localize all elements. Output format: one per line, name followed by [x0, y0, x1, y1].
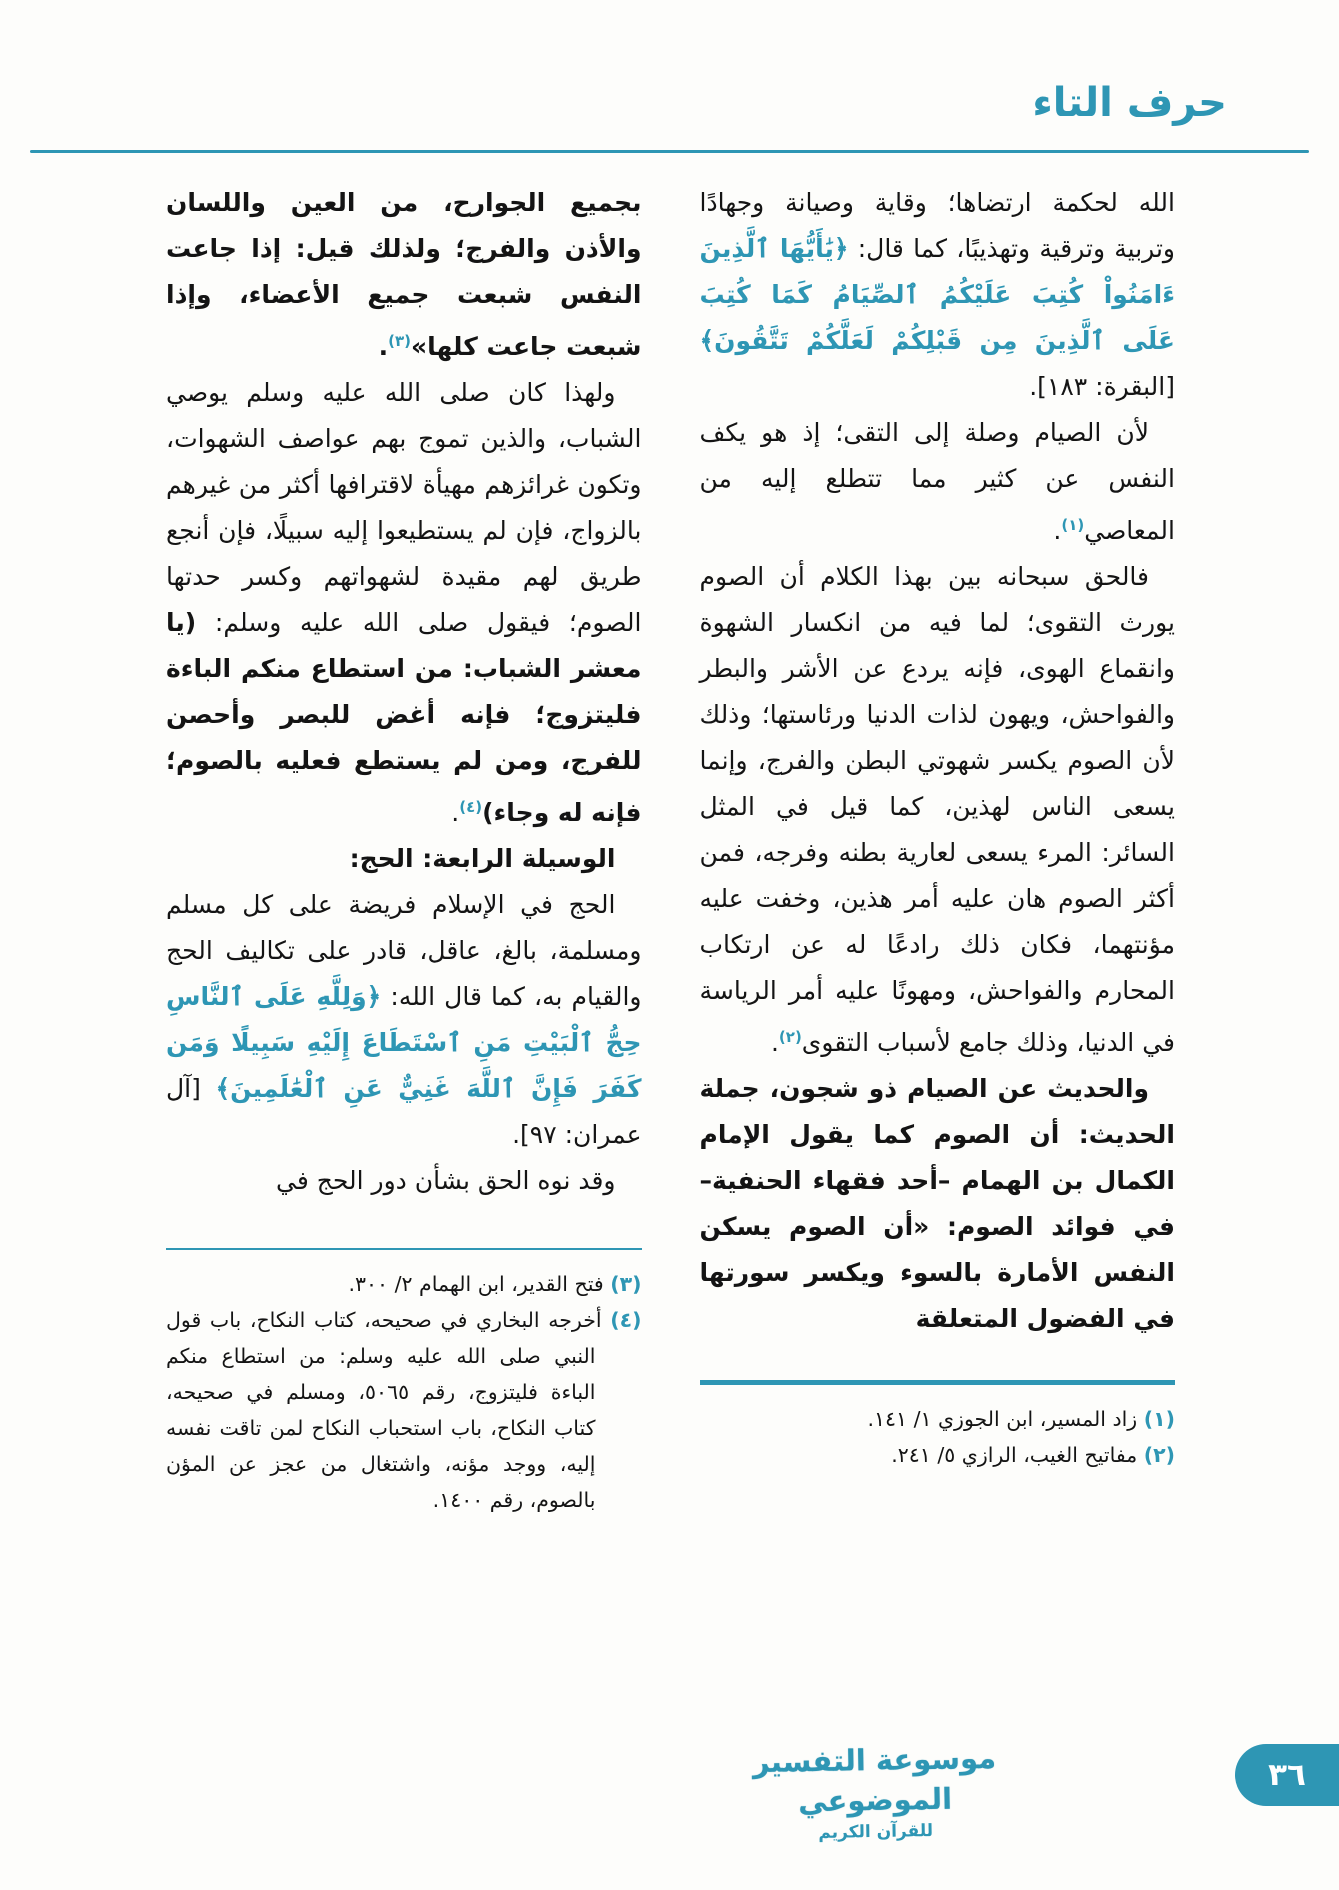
text-segment: ولهذا كان صلى الله عليه وسلم يوصي الشباب، والذين تموج بهم عواصف الشهوات، وتكون غرائزهم مهيأة لاقترافها أكثر من غيرهم بالزواج، فإن لم يستطيعوا إليه سبيلًا، فإن أنجع طريق لهم مقيدة لشهواتهم وكسر حدتها الصوم؛ فيقول صلى الله عليه وسلم:: [166, 378, 642, 637]
footnote: [700, 1401, 1176, 1437]
paragraph: [700, 1066, 1176, 1342]
text-segment: لأن الصيام وصلة إلى التقى؛ إذ هو يكف النفس عن كثير مما تتطلع إليه من المعاصي: [699, 418, 1175, 545]
page-content: [166, 180, 1175, 1518]
column-right-text: [700, 180, 1176, 1342]
text-segment: .: [378, 332, 389, 361]
paragraph: [700, 410, 1176, 554]
footnote-marker: (٣): [388, 332, 411, 350]
section-heading: [166, 836, 642, 882]
column-right: [700, 180, 1176, 1473]
footnote: [700, 1437, 1176, 1473]
footnote-number: (٢): [1143, 1443, 1175, 1467]
verse-reference: [البقرة: ١٨٣].: [1029, 372, 1175, 401]
text-segment: الحج في الإسلام فريضة على كل مسلم ومسلمة، بالغ، عاقل، قادر على تكاليف الحج والقيام به، كما قال الله:: [166, 890, 642, 1011]
text-segment: .: [1053, 516, 1062, 545]
book-logo-subtitle: للقرآن الكريم: [818, 1820, 934, 1843]
footnote-text: زاد المسير، ابن الجوزي ١/ ١٤١.: [867, 1407, 1138, 1431]
quran-verse: ﴿وَلِلَّهِ عَلَى ٱلنَّاسِ حِجُّ ٱلْبَيْتِ مَنِ ٱسْتَطَاعَ إِلَيْهِ سَبِيلًا وَمَن كَفَرَ فَإِنَّ ٱللَّهَ غَنِيٌّ عَنِ ٱلْعَٰلَمِينَ﴾: [166, 982, 642, 1103]
verse-reference: [آل عمران: ٩٧].: [166, 1074, 642, 1149]
footnote-marker: (١): [1061, 516, 1085, 534]
book-logo-title: موسوعة التفسير الموضوعي: [752, 1740, 997, 1819]
text-segment: الله لحكمة ارتضاها؛ وقاية وصيانة وجهادًا وتربية وترقية وتهذيبًا، كما قال:: [699, 188, 1175, 263]
paragraph: [166, 180, 642, 370]
book-logo: [734, 1738, 1016, 1847]
text-segment: فالحق سبحانه بين بهذا الكلام أن الصوم يورث التقوى؛ لما فيه من انكسار الشهوة وانقماع الهوى، فإنه يردع عن الأشر والبطر والفواحش، ويهون لذات الدنيا ورئاستها؛ وذلك لأن الصوم يكسر شهوتي البطن والفرج، وإنما يسعى الناس لهذين، كما قيل في المثل السائر: المرء يسعى لعارية بطنه وفرجه، فمن أكثر الصوم هان عليه أمر هذين، وخفت عليه مؤنتهما، فكان ذلك رادعًا له عن ارتكاب المحارم والفواحش، ومهونًا عليه أمر الرياسة في الدنيا، وذلك جامع لأسباب التقوى: [699, 562, 1175, 1057]
paragraph: [700, 554, 1176, 1066]
footnote-text: أخرجه البخاري في صحيحه، كتاب النكاح، باب قول النبي صلى الله عليه وسلم: من استطاع منكم الباءة فليتزوج، رقم ٥٠٦٥، ومسلم في صحيحه، كتاب النكاح، باب استحباب النكاح لمن تاقت نفسه إليه، ووجد مؤنه، واشتغال من عجز عن المؤن بالصوم، رقم ١٤٠٠.: [166, 1308, 602, 1512]
column-left: [166, 180, 642, 1518]
footnote-number: (٣): [610, 1272, 642, 1296]
text-segment: والحديث عن الصيام ذو شجون، جملة الحديث: أن الصوم كما يقول الإمام الكمال بن الهمام –أحد فقهاء الحنفية– في فوائد الصوم: «أن الصوم يسكن النفس الأمارة بالسوء ويكسر سورتها في الفضول المتعلقة: [699, 1074, 1175, 1333]
footnote: [166, 1266, 642, 1302]
footnotes-left: [166, 1248, 642, 1518]
chapter-title: حرف التاء: [1032, 80, 1227, 126]
text-segment: .: [770, 1028, 779, 1057]
text-segment: بجميع الجوارح، من العين واللسان والأذن والفرج؛ ولذلك قيل: إذا جاعت النفس شبعت جميع الأعضاء، وإذا شبعت جاعت كلها»: [166, 188, 642, 361]
footnote-number: (٤): [610, 1308, 642, 1332]
paragraph: [166, 370, 642, 836]
footnote-text: مفاتيح الغيب، الرازي ٥/ ٢٤١.: [891, 1443, 1138, 1467]
quran-verse: ﴿يَٰأَيُّهَا ٱلَّذِينَ ءَامَنُواْ كُتِبَ عَلَيْكُمُ ٱلصِّيَامُ كَمَا كُتِبَ عَلَى ٱلَّذِينَ مِن قَبْلِكُمْ لَعَلَّكُمْ تَتَّقُونَ﴾: [699, 234, 1175, 355]
page-number: ٣٦: [1268, 1757, 1306, 1793]
text-segment: وقد نوه الحق بشأن دور الحج في: [276, 1166, 616, 1195]
footnote-marker: (٢): [778, 1028, 802, 1046]
text-segment: (يا معشر الشباب: من استطاع منكم الباءة فليتزوج؛ فإنه أغض للبصر وأحصن للفرج، ومن لم يستطع فعليه بالصوم؛ فإنه له وجاء): [166, 608, 642, 827]
paragraph: [166, 1158, 642, 1204]
header-rule: [30, 150, 1309, 153]
footnotes-right: [700, 1380, 1176, 1473]
footnote-number: (١): [1143, 1407, 1175, 1431]
page-number-badge: [1235, 1744, 1339, 1806]
paragraph: [166, 882, 642, 1158]
text-segment: الوسيلة الرابعة: الحج:: [349, 844, 616, 873]
footnote-marker: (٤): [459, 798, 483, 816]
paragraph: [700, 180, 1176, 410]
footnote-text: فتح القدير، ابن الهمام ٢/ ٣٠٠.: [348, 1272, 604, 1296]
text-segment: .: [451, 798, 460, 827]
column-left-text: [166, 180, 642, 1204]
footnote: [166, 1302, 642, 1518]
